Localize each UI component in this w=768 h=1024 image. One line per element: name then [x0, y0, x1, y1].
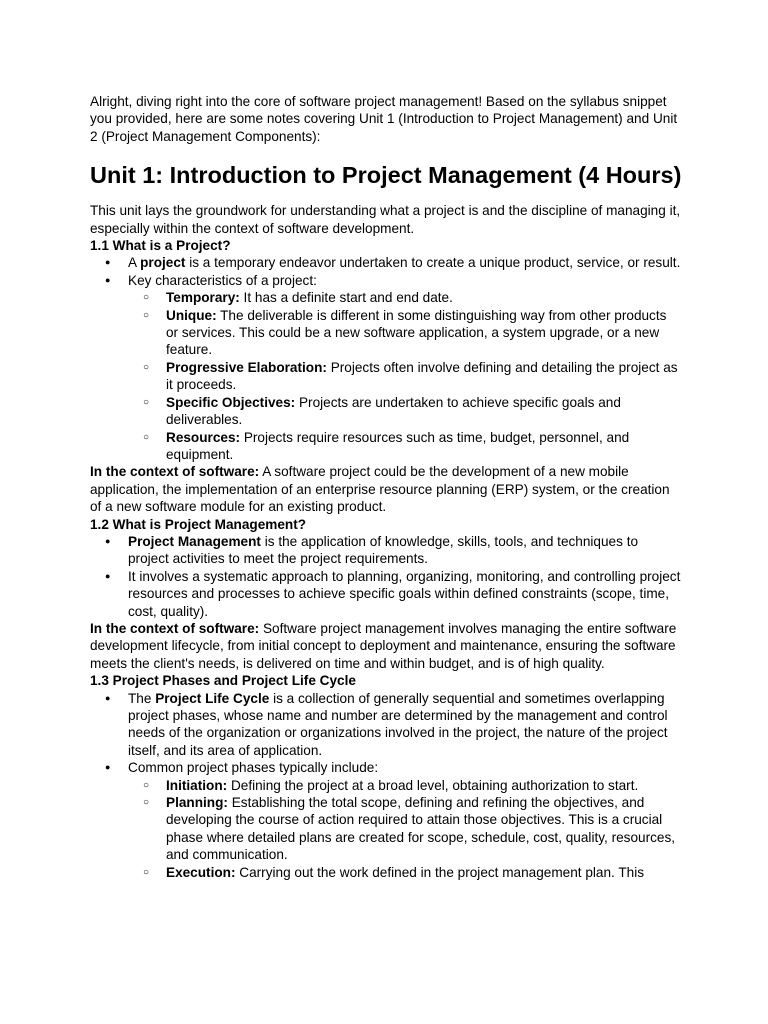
sub-list-item: ○ Resources: Projects require resources such as time, budget, personnel, and equipment.: [128, 429, 682, 464]
section-1-2-software-context: In the context of software: Software project management involves managing the entire software development lifecycle, from initial concept to deployment and maintenance, ensuring the software meets the client's needs, is delivered on time and within budget, and is of high quality.: [90, 620, 677, 671]
list-item: ● Common project phases typically include: ○ Initiation: Defining the project at a broad level, obtaining authorization to start. ○ Planning: Establishing the total scope, defining and refining the objectives, and developing the course of action required to attain those objectives. This is a crucial phase where detailed plans are created for scope, schedule, cost, quality, resources, and communication. ○ Execution: Carrying out the work defined in the project management plan. This: [90, 759, 682, 881]
sub-list-item: ○ Temporary: It has a definite start and end date.: [128, 289, 682, 306]
list-item: ● The Project Life Cycle is a collection of generally sequential and sometimes overlapping project phases, whose name and number are determined by the management and control needs of the organization or organizations involved in the project, the nature of the project itself, and its area of application.: [90, 690, 682, 760]
characteristics-list: [128, 289, 682, 463]
section-1-1-software-context: In the context of software: A software project could be the development of a new mobile application, the implementation of an enterprise resource planning (ERP) system, or the creation of a new software module for an existing product.: [90, 464, 670, 515]
list-item: ● Key characteristics of a project: ○ Temporary: It has a definite start and end date. ○ Unique: The deliverable is different in some distinguishing way from other products or services. This could be a new software application, a system upgrade, or a new feature. ○ Progressive Elaboration: Projects often involve defining and detailing the project as it proceeds. ○ Specific Objectives: Projects are undertaken to achieve specific goals and deliverables. ○ Resources: Projects require resources such as time, budget, personnel, and equipment.: [90, 272, 682, 463]
sub-list-item: ○ Execution: Carrying out the work defined in the project management plan. This: [128, 864, 682, 881]
section-1-2-heading: 1.2 What is Project Management?: [90, 516, 307, 532]
section-1-2-list: [90, 533, 682, 620]
sub-list-item: ○ Planning: Establishing the total scope, defining and refining the objectives, and developing the course of action required to attain those objectives. This is a crucial phase where detailed plans are created for scope, schedule, cost, quality, resources, and communication.: [128, 794, 682, 864]
list-item: ● Project Management is the application of knowledge, skills, tools, and techniques to project activities to meet the project requirements.: [90, 533, 682, 568]
section-1-1-heading: 1.1 What is a Project?: [90, 238, 231, 254]
unit-1-lead: This unit lays the groundwork for understanding what a project is and the discipline of managing it, especially within the context of software development.: [90, 203, 681, 236]
section-1-1-list: [90, 254, 682, 463]
unit-1-title: Unit 1: Introduction to Project Management (4 Hours): [90, 162, 682, 189]
list-item: ● A project is a temporary endeavor undertaken to create a unique product, service, or result.: [90, 254, 682, 271]
sub-list-item: ○ Unique: The deliverable is different in some distinguishing way from other products or services. This could be a new software application, a system upgrade, or a new feature.: [128, 307, 682, 359]
sub-list-item: ○ Specific Objectives: Projects are undertaken to achieve specific goals and deliverables.: [128, 394, 682, 429]
section-1-3-list: [90, 690, 682, 881]
intro-paragraph: Alright, diving right into the core of software project management! Based on the syllabus snippet you provided, here are some notes covering Unit 1 (Introduction to Project Management) and Unit 2 (Project Management Components):: [90, 94, 678, 144]
list-item: ● It involves a systematic approach to planning, organizing, monitoring, and controlling project resources and processes to achieve specific goals within defined constraints (scope, time, cost, quality).: [90, 568, 682, 620]
section-1-3-heading: 1.3 Project Phases and Project Life Cycle: [90, 673, 356, 689]
sub-list-item: ○ Progressive Elaboration: Projects often involve defining and detailing the project as it proceeds.: [128, 359, 682, 394]
sub-list-item: ○ Initiation: Defining the project at a broad level, obtaining authorization to start.: [128, 777, 682, 794]
phases-list: [128, 777, 682, 881]
